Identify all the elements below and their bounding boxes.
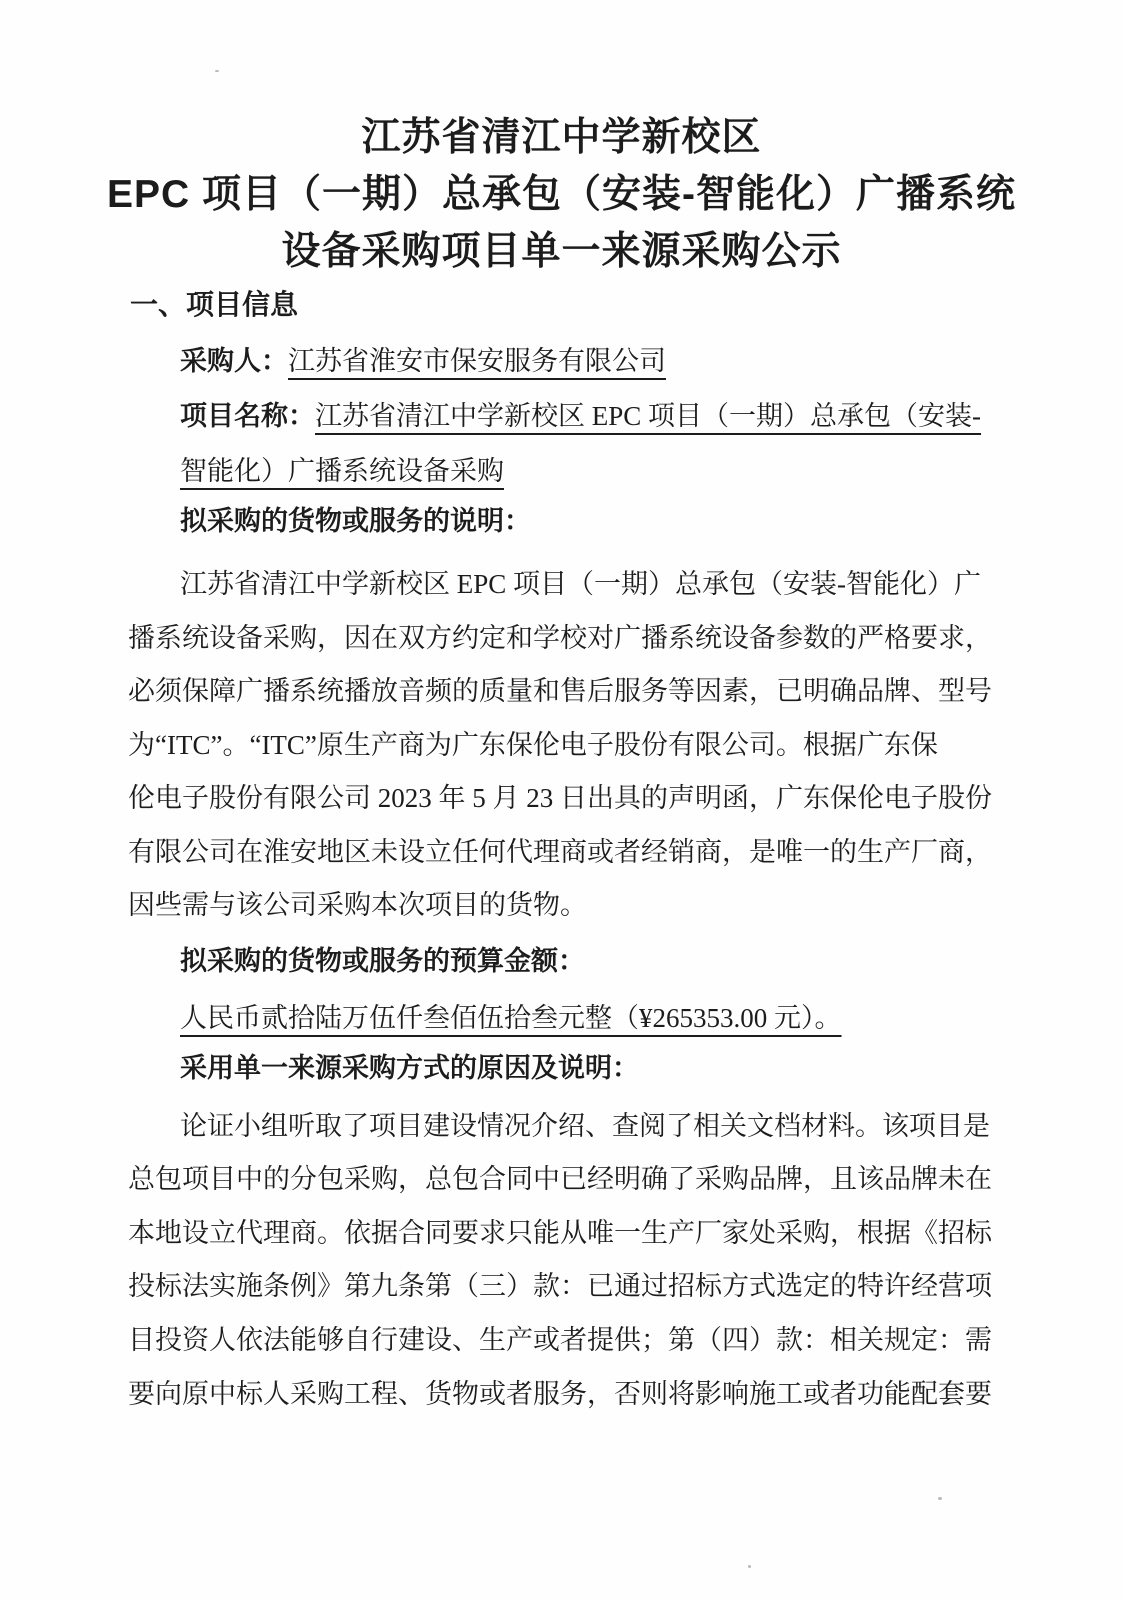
description-line: 必须保障广播系统播放音频的质量和售后服务等因素，已明确品牌、型号 (128, 676, 992, 706)
description-line: 因些需与该公司采购本次项目的货物。 (128, 890, 587, 920)
budget-value (180, 1002, 842, 1036)
scan-speck (748, 1565, 751, 1568)
scan-speck (215, 70, 219, 72)
budget-heading: 拟采购的货物或服务的预算金额： (180, 946, 585, 976)
description-heading: 拟采购的货物或服务的说明： (180, 506, 531, 536)
description-line: 江苏省清江中学新校区 EPC 项目（一期）总承包（安装-智能化）广 (180, 569, 982, 599)
scan-speck (938, 1497, 942, 1500)
reason-line: 论证小组听取了项目建设情况介绍、查阅了相关文档材料。该项目是 (180, 1111, 990, 1141)
document-title-line-3: 设备采购项目单一来源采购公示 (281, 230, 842, 273)
document-title-line-2: EPC 项目（一期）总承包（安装-智能化）广播系统 (106, 173, 1016, 216)
description-line: 伦电子股份有限公司 2023 年 5 月 23 日出具的声明函，广东保伦电子股份 (128, 783, 992, 813)
description-line: 有限公司在淮安地区未设立任何代理商或者经销商，是唯一的生产厂商， (128, 837, 992, 867)
reason-heading: 采用单一来源采购方式的原因及说明： (180, 1053, 639, 1083)
document-title-line-1: 江苏省清江中学新校区 (361, 116, 762, 159)
field-project-name-line-1 (180, 400, 981, 434)
project-name-label: 项目名称： (180, 401, 315, 431)
budget-amount: 人民币贰拾陆万伍仟叁佰伍拾叁元整（¥265353.00 元）。 (180, 1003, 842, 1033)
description-line: 播系统设备采购，因在双方约定和学校对广播系统设备参数的严格要求， (128, 623, 992, 653)
field-purchaser (180, 345, 666, 379)
project-name-value-line-2: 智能化）广播系统设备采购 (180, 456, 504, 486)
reason-line: 要向原中标人采购工程、货物或者服务，否则将影响施工或者功能配套要 (128, 1379, 992, 1409)
reason-line: 目投资人依法能够自行建设、生产或者提供；第（四）款：相关规定：需 (128, 1325, 992, 1355)
field-project-name-line-2 (180, 455, 504, 489)
description-line: 为“ITC”。“ITC”原生产商为广东保伦电子股份有限公司。根据广东保 (128, 730, 938, 760)
reason-line: 本地设立代理商。依据合同要求只能从唯一生产厂家处采购，根据《招标 (128, 1218, 992, 1248)
purchaser-label: 采购人： (180, 346, 288, 376)
section-heading-project-info: 一、项目信息 (130, 289, 299, 320)
reason-line: 总包项目中的分包采购，总包合同中已经明确了采购品牌，且该品牌未在 (128, 1164, 992, 1194)
reason-line: 投标法实施条例》第九条第（三）款：已通过招标方式选定的特许经营项 (128, 1271, 992, 1301)
purchaser-value: 江苏省淮安市保安服务有限公司 (288, 346, 666, 376)
project-name-value-line-1: 江苏省清江中学新校区 EPC 项目（一期）总承包（安装- (315, 401, 982, 431)
